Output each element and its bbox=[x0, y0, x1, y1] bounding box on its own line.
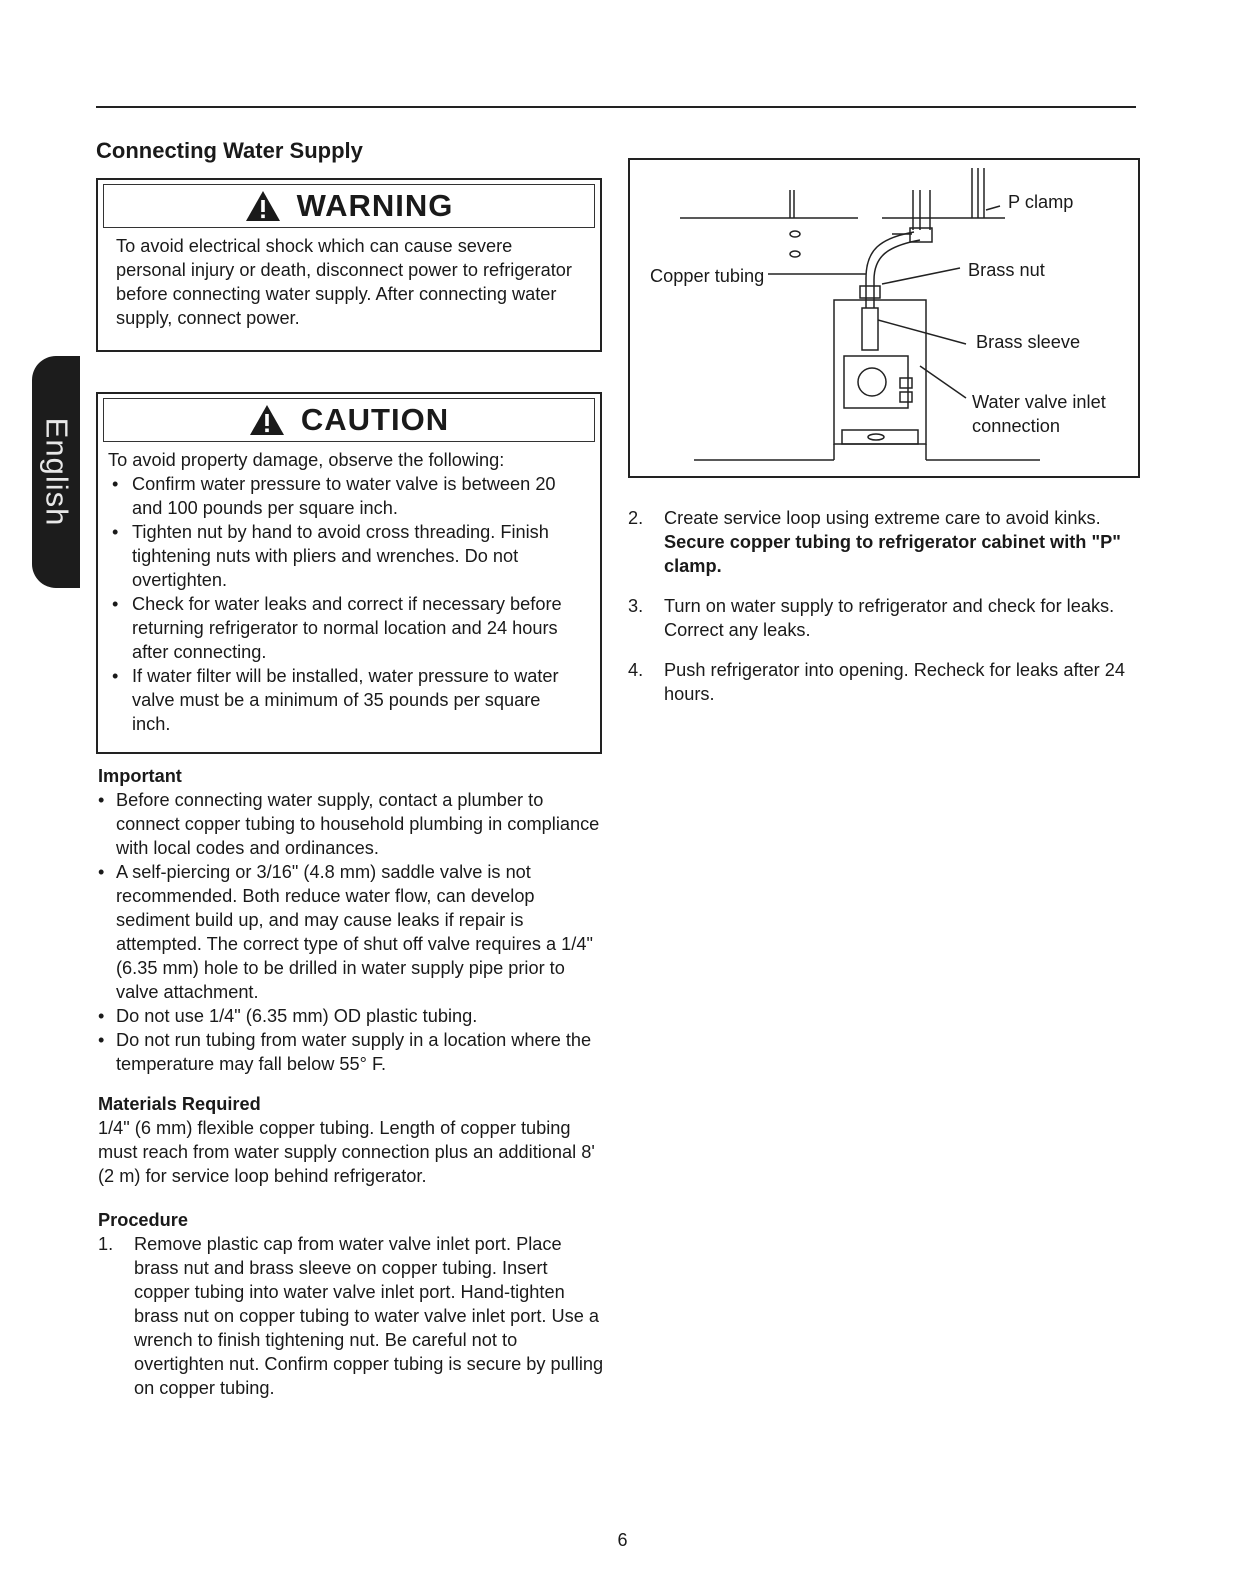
materials-section bbox=[98, 1092, 608, 1188]
procedure-heading: Procedure bbox=[98, 1210, 188, 1230]
important-item: • Before connecting water supply, contact a plumber to connect copper tubing to household plumbing in compliance with local codes and ordinances. bbox=[98, 788, 608, 860]
water-valve-diagram bbox=[628, 158, 1140, 478]
label-copper-tubing: Copper tubing bbox=[650, 266, 765, 286]
important-item: • Do not run tubing from water supply in a location where the temperature may fall below 55° F. bbox=[98, 1028, 608, 1076]
warning-triangle-icon bbox=[249, 404, 285, 436]
warning-text: To avoid electrical shock which can cause severe personal injury or death, disconnect power to refrigerator before connecting water supply. After connecting water supply, connect power. bbox=[116, 236, 572, 328]
caution-item: • Check for water leaks and correct if necessary before returning refrigerator to normal location and 24 hours after connecting. bbox=[108, 592, 582, 664]
step-text-bold: Secure copper tubing to refrigerator cabinet with "P" clamp. bbox=[664, 532, 1121, 576]
caution-item: • Confirm water pressure to water valve is between 20 and 100 pounds per square inch. bbox=[108, 472, 582, 520]
label-brass-nut: Brass nut bbox=[968, 260, 1045, 280]
step-text: Turn on water supply to refrigerator and check for leaks. Correct any leaks. bbox=[664, 596, 1115, 640]
step-number: 3. bbox=[628, 596, 644, 616]
caution-body bbox=[98, 442, 600, 736]
top-rule bbox=[96, 106, 1136, 108]
step-text: Create service loop using extreme care to avoid kinks. bbox=[664, 508, 1101, 528]
caution-item: • Tighten nut by hand to avoid cross threading. Finish tightening nuts with pliers and wrenches. Do not overtighten. bbox=[108, 520, 582, 592]
caution-intro: To avoid property damage, observe the following: bbox=[108, 450, 505, 470]
caution-title: CAUTION bbox=[300, 402, 450, 437]
step-number: 2. bbox=[628, 508, 644, 528]
language-tab-label: English bbox=[39, 417, 74, 527]
important-section bbox=[98, 764, 608, 1076]
important-heading: Important bbox=[98, 766, 182, 786]
label-p-clamp: P clamp bbox=[1008, 192, 1074, 212]
label-water-valve-inlet: Water valve inlet bbox=[972, 392, 1106, 412]
procedure-step bbox=[98, 1232, 608, 1400]
caution-box bbox=[96, 392, 602, 754]
materials-text: 1/4" (6 mm) flexible copper tubing. Length of copper tubing must reach from water supply connection plus an additional 8' (2 m) for service loop behind refrigerator. bbox=[98, 1118, 595, 1186]
language-tab bbox=[32, 356, 80, 588]
label-brass-sleeve: Brass sleeve bbox=[976, 332, 1081, 352]
step-number: 1. bbox=[98, 1234, 114, 1254]
important-item: • Do not use 1/4" (6.35 mm) OD plastic tubing. bbox=[98, 1004, 608, 1028]
warning-box bbox=[96, 178, 602, 352]
caution-item: • If water filter will be installed, water pressure to water valve must be a minimum of 35 pounds per square inch. bbox=[108, 664, 582, 736]
section-title: Connecting Water Supply bbox=[96, 138, 363, 163]
warning-title: WARNING bbox=[296, 188, 454, 223]
materials-heading: Materials Required bbox=[98, 1094, 261, 1114]
step-text: Remove plastic cap from water valve inlet port. Place brass nut and brass sleeve on copper tubing. Insert copper tubing into water valve inlet port. Hand-tighten brass nut on copper tubing to water valve inlet port. Use a wrench to finish tightening nut. Be careful not to overtighten nut. Confirm copper tubing is secure by pulling on copper tubing. bbox=[134, 1234, 604, 1398]
warning-triangle-icon bbox=[245, 190, 281, 222]
procedure-step bbox=[628, 594, 1128, 642]
important-item: • A self-piercing or 3/16" (4.8 mm) saddle valve is not recommended. Both reduce water flow, can develop sediment build up, and may cause leaks if repair is attempted. The correct type of shut off valve requires a 1/4" (6.35 mm) hole to be drilled in water supply pipe prior to valve attachment. bbox=[98, 860, 608, 1004]
procedure-step bbox=[628, 506, 1128, 578]
caution-list bbox=[108, 472, 582, 736]
caution-header bbox=[103, 398, 595, 442]
procedure-steps bbox=[98, 1232, 608, 1400]
page-number: 6 bbox=[617, 1530, 628, 1550]
procedure-section bbox=[98, 1208, 608, 1400]
step-number: 4. bbox=[628, 660, 644, 680]
important-list bbox=[98, 788, 608, 1076]
label-water-valve-inlet-connection: connection bbox=[972, 416, 1060, 436]
right-steps bbox=[628, 506, 1128, 722]
warning-header bbox=[103, 184, 595, 228]
procedure-step bbox=[628, 658, 1128, 706]
step-text: Push refrigerator into opening. Recheck for leaks after 24 hours. bbox=[664, 660, 1126, 704]
procedure-steps-continued bbox=[628, 506, 1128, 706]
